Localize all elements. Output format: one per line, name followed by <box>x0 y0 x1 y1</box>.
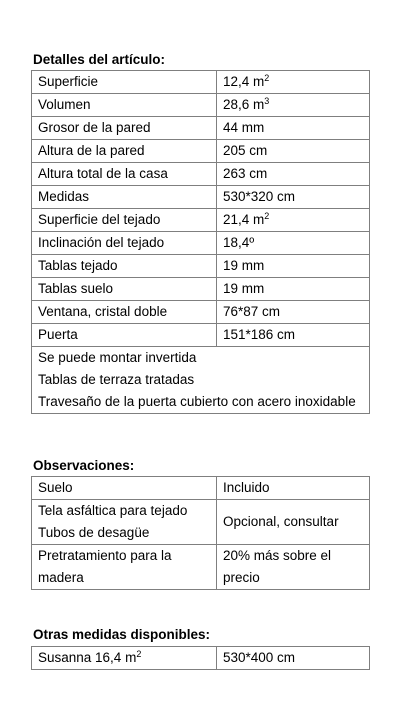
table-row <box>32 301 370 324</box>
row-label: Volumen <box>32 94 217 117</box>
table-row <box>32 477 370 500</box>
row-value: 44 mm <box>217 117 370 140</box>
row-value: 530*320 cm <box>217 186 370 209</box>
row-label: Superficie <box>32 71 217 94</box>
note-item: Tablas de terraza tratadas <box>38 372 195 387</box>
row-value: 28,6 $m^3$ <box>217 94 370 117</box>
table-row <box>32 324 370 347</box>
table-row <box>32 255 370 278</box>
row-value: Opcional, consultar <box>217 500 370 545</box>
row-value: 18,4º <box>217 232 370 255</box>
table-row <box>32 500 370 545</box>
details-notes-row <box>32 347 370 414</box>
row-label: Grosor de la pared <box>32 117 217 140</box>
row-label: Susanna 16,4 $m^2$ <box>32 647 217 670</box>
row-value: 151*186 cm <box>217 324 370 347</box>
table-row <box>32 232 370 255</box>
table-row <box>32 163 370 186</box>
row-label: Inclinación del tejado <box>32 232 217 255</box>
row-value: 19 mm <box>217 278 370 301</box>
details-heading: Detalles del artículo: <box>33 52 166 67</box>
observations-table <box>31 476 370 590</box>
row-label <box>32 500 217 545</box>
row-value: 530*400 cm <box>217 647 370 670</box>
table-row <box>32 278 370 301</box>
row-value: 20% más sobre el precio <box>217 545 370 590</box>
row-label: Medidas <box>32 186 217 209</box>
row-label: Puerta <box>32 324 217 347</box>
table-row <box>32 647 370 670</box>
row-label: Ventana, cristal doble <box>32 301 217 324</box>
row-value: 205 cm <box>217 140 370 163</box>
note-item: Se puede montar invertida <box>38 350 197 365</box>
row-label-line: Tela asfáltica para tejado <box>38 503 188 518</box>
other-sizes-heading: Otras medidas disponibles: <box>33 627 211 642</box>
details-table <box>31 70 370 414</box>
row-value: 76*87 cm <box>217 301 370 324</box>
row-label: Suelo <box>32 477 217 500</box>
table-row <box>32 545 370 590</box>
table-row <box>32 209 370 232</box>
row-value: 263 cm <box>217 163 370 186</box>
table-row <box>32 71 370 94</box>
other-sizes-table <box>31 646 370 670</box>
row-label: Tablas suelo <box>32 278 217 301</box>
row-label: Altura total de la casa <box>32 163 217 186</box>
row-value: Incluido <box>217 477 370 500</box>
table-row <box>32 186 370 209</box>
table-row <box>32 94 370 117</box>
note-item: Travesaño de la puerta cubierto con acero inoxidable <box>38 394 356 409</box>
row-value: 12,4 $m^2$ <box>217 71 370 94</box>
details-notes <box>32 347 370 414</box>
row-label: Pretratamiento para la madera <box>32 545 217 590</box>
table-row <box>32 117 370 140</box>
row-label: Superficie del tejado <box>32 209 217 232</box>
row-value: 21,4 $m^2$ <box>217 209 370 232</box>
row-label: Altura de la pared <box>32 140 217 163</box>
row-label: Tablas tejado <box>32 255 217 278</box>
row-label-line: Tubos de desagüe <box>38 525 150 540</box>
row-value: 19 mm <box>217 255 370 278</box>
table-row <box>32 140 370 163</box>
observations-heading: Observaciones: <box>33 458 135 473</box>
